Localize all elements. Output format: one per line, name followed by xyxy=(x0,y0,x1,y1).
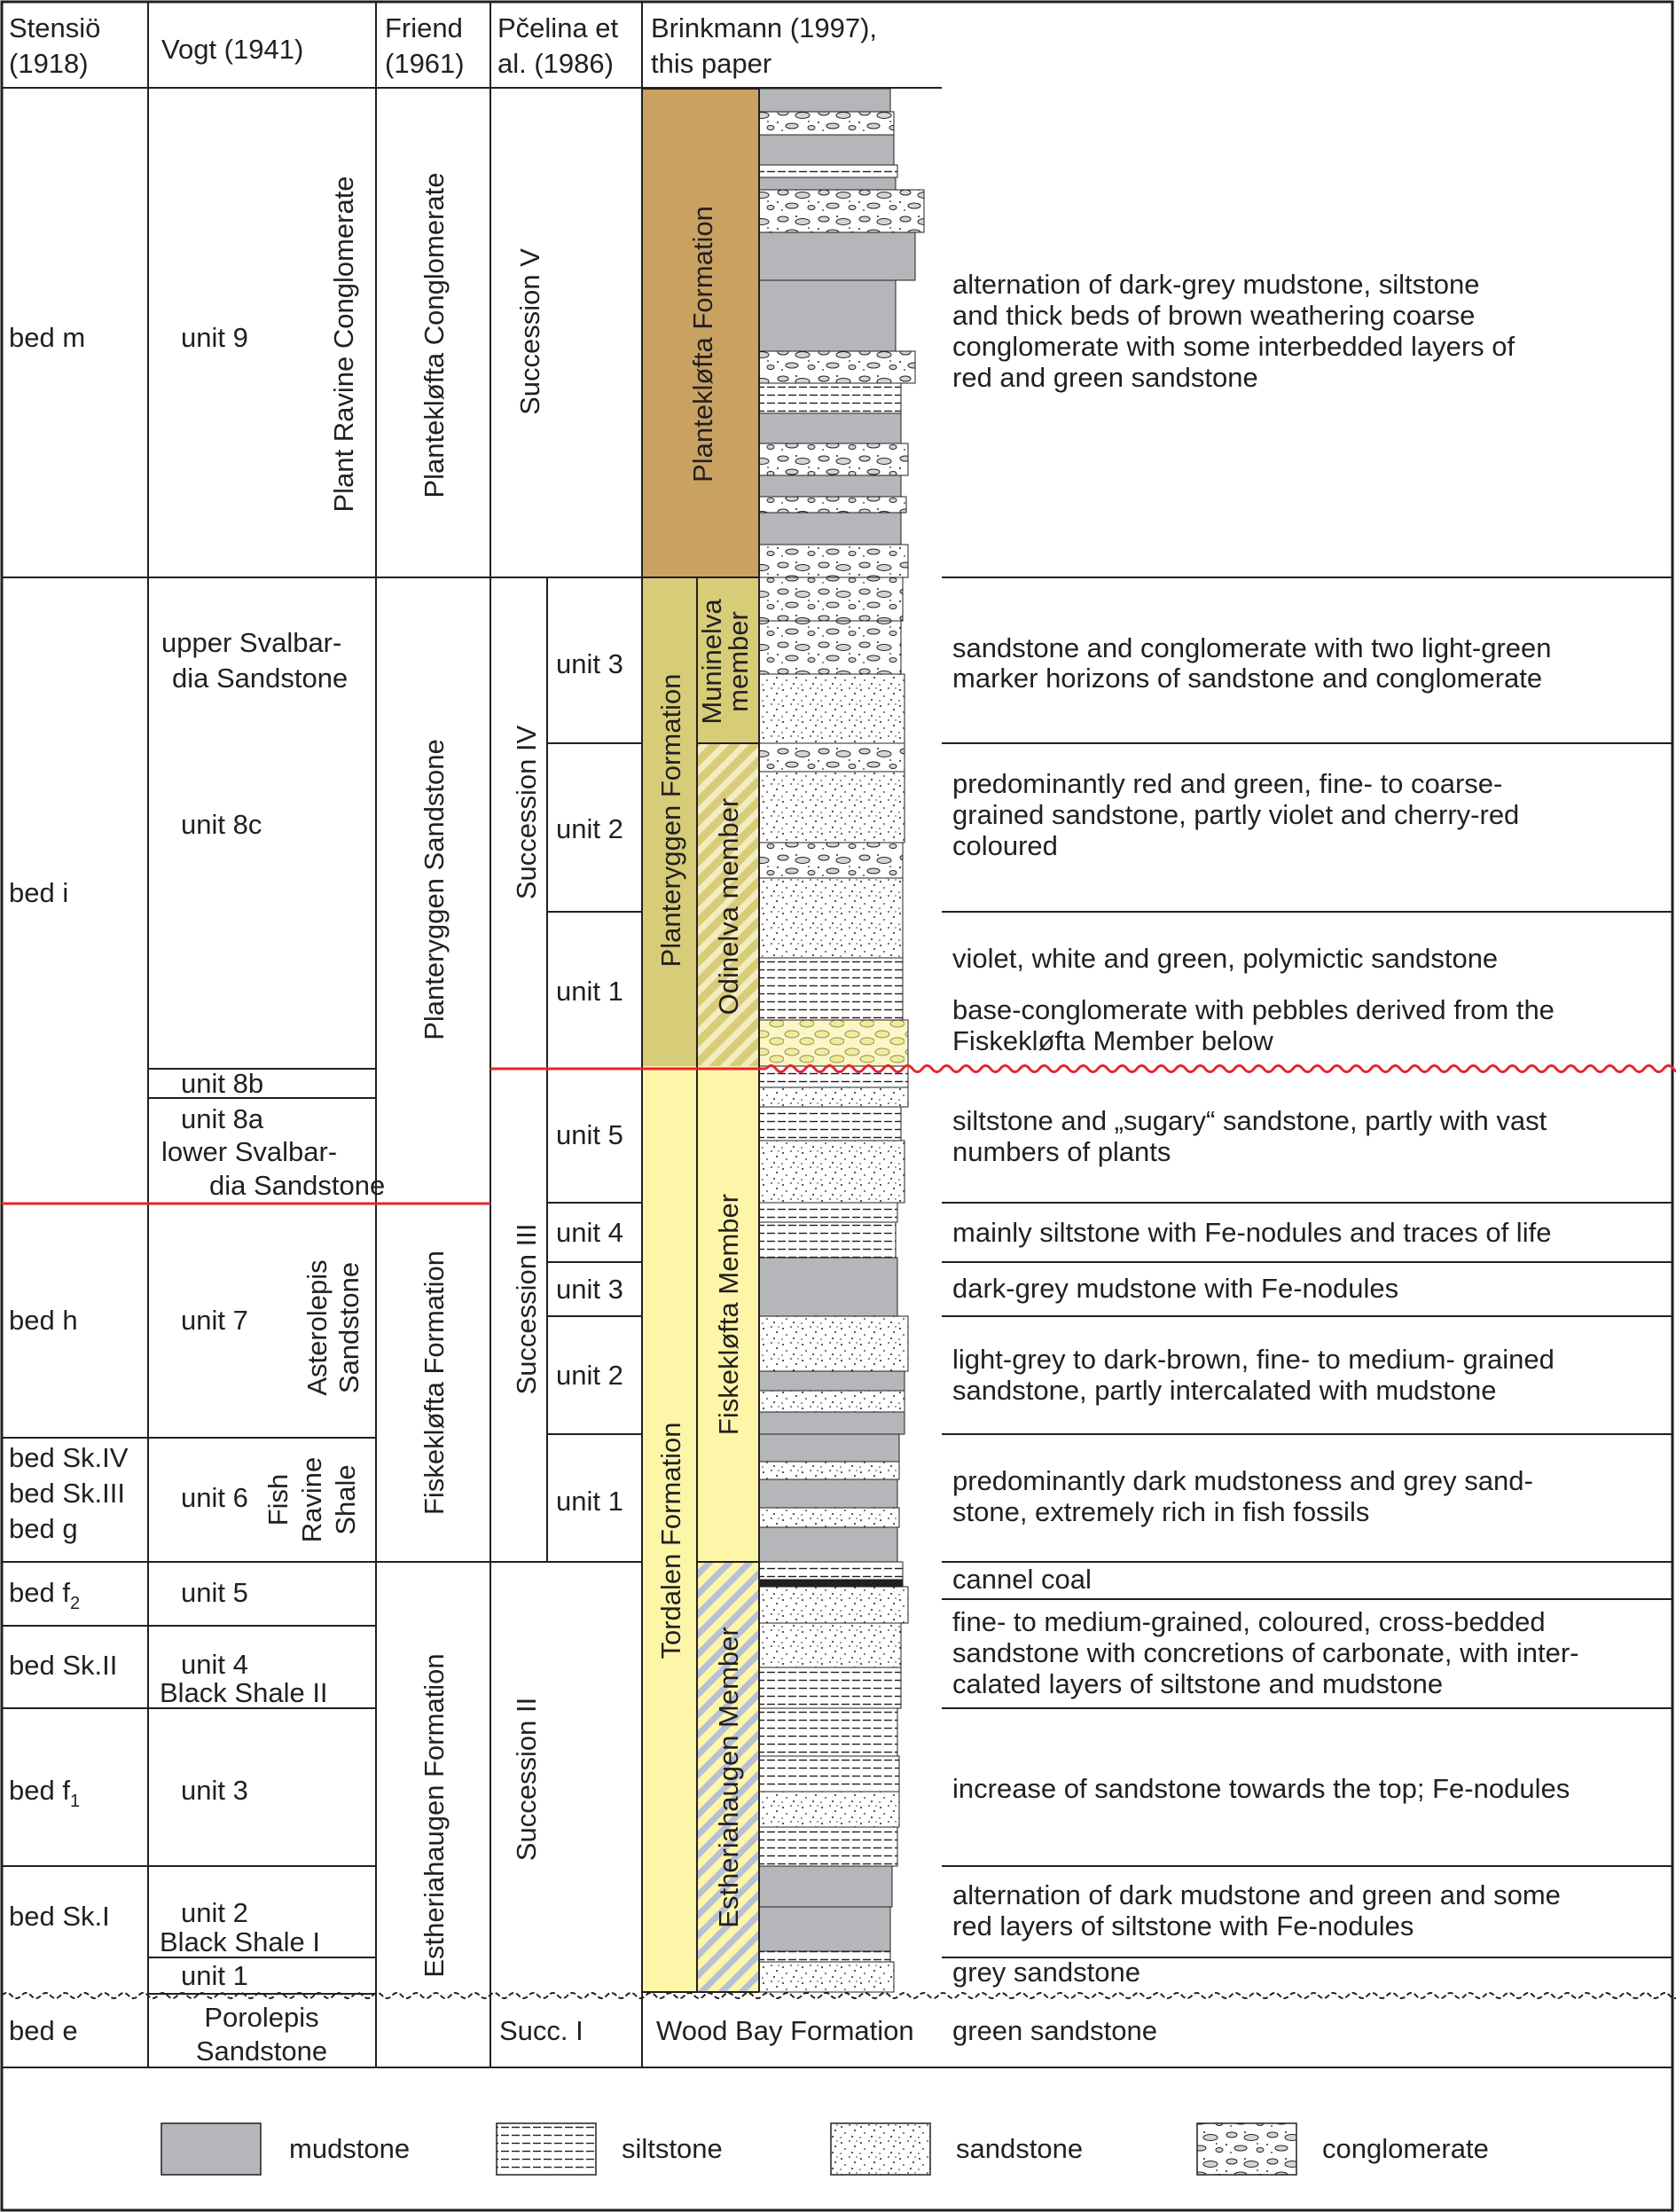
lithology-layer xyxy=(759,1107,901,1141)
desc-12-line3: calated layers of siltstone and mudstone xyxy=(952,1668,1444,1699)
brinkmann-muninelva-1: Muninelva xyxy=(696,599,727,725)
vogt-asterolepis-1: Asterolepis xyxy=(302,1259,333,1396)
lithology-layer xyxy=(759,443,908,475)
desc-11: cannel coal xyxy=(952,1564,1092,1595)
pcelina-s4-unit1: unit 1 xyxy=(556,976,623,1007)
lithology-layer xyxy=(759,1866,892,1907)
bed-f2: bed $f_2$ xyxy=(9,1577,81,1613)
vogt-unit6: unit 6 xyxy=(181,1482,248,1513)
desc-9-line2: sandstone, partly intercalated with mudstone xyxy=(952,1375,1497,1406)
vogt-unit3: unit 3 xyxy=(181,1775,248,1806)
pcelina-s3-unit1: unit 1 xyxy=(556,1486,623,1517)
lithology-layer xyxy=(759,89,890,112)
lithology-layer xyxy=(759,1527,897,1562)
lithology-layer xyxy=(759,545,908,577)
legend-sandstone-swatch xyxy=(831,2123,930,2175)
desc-15: grey sandstone xyxy=(952,1957,1140,1988)
lithology-layer xyxy=(759,674,905,743)
lithology-layer xyxy=(759,190,924,232)
legend-sandstone-label: sandstone xyxy=(956,2133,1084,2164)
vogt-unit4: unit 4 xyxy=(181,1649,248,1680)
lithology-layer xyxy=(759,1434,899,1462)
header-brinkmann-line1: Brinkmann (1997), xyxy=(651,12,878,43)
desc-1-line3: conglomerate with some interbedded layers of xyxy=(952,331,1515,362)
vogt-lower-svalbardia-2: dia Sandstone xyxy=(209,1170,386,1201)
pcelina-s3-unit2: unit 2 xyxy=(556,1360,623,1391)
desc-6-line1: siltstone and „sugary“ sandstone, partly with vast xyxy=(952,1105,1547,1136)
lithology-layer xyxy=(759,772,905,843)
bed-sk1: bed Sk.I xyxy=(9,1901,110,1932)
pcelina-succ1: Succ. I xyxy=(499,2015,583,2046)
pcelina-s4-unit2: unit 2 xyxy=(556,813,623,844)
desc-4: violet, white and green, polymictic sandstone xyxy=(952,943,1499,974)
header-stensio-line2: (1918) xyxy=(9,48,89,79)
vogt-black-shale2: Black Shale II xyxy=(160,1677,328,1708)
header-brinkmann-line2: this paper xyxy=(651,48,772,79)
header-friend-line2: (1961) xyxy=(385,48,465,79)
lithology-layer xyxy=(759,1580,903,1587)
desc-1-line2: and thick beds of brown weathering coarse xyxy=(952,300,1476,331)
legend-siltstone-label: siltstone xyxy=(622,2133,723,2164)
lithology-layer xyxy=(759,1316,908,1371)
lithology-layer xyxy=(759,1587,908,1623)
lithology-layer xyxy=(759,1371,905,1391)
lithology-layer xyxy=(759,1412,905,1434)
bed-h: bed h xyxy=(9,1305,78,1336)
lithology-layer xyxy=(759,1962,894,1992)
lithology-layer xyxy=(759,878,903,958)
friend-fiskekloefta-formation: Fiskekløfta Formation xyxy=(419,1250,450,1516)
lithology-layer xyxy=(759,1756,899,1792)
desc-6-line2: numbers of plants xyxy=(952,1136,1171,1167)
legend-siltstone-swatch xyxy=(497,2123,596,2175)
bed-i: bed i xyxy=(9,877,69,908)
vogt-upper-svalbardia-1: upper Svalbar- xyxy=(161,627,342,658)
desc-2-line2: marker horizons of sandstone and conglomerate xyxy=(952,663,1543,694)
lithology-layer xyxy=(759,958,903,1020)
friend-planteryggen-sandstone: Planteryggen Sandstone xyxy=(419,739,450,1040)
vogt-unit9: unit 9 xyxy=(181,322,248,353)
desc-14-line1: alternation of dark mudstone and green and some xyxy=(952,1879,1561,1910)
brinkmann-muninelva-2: member xyxy=(723,611,754,712)
desc-1-line1: alternation of dark-grey mudstone, siltstone xyxy=(952,269,1480,300)
friend-estheriahaugen-formation: Estheriahaugen Formation xyxy=(419,1653,450,1978)
desc-14-line2: red layers of siltstone with Fe-nodules xyxy=(952,1910,1414,1941)
pcelina-succession2: Succession II xyxy=(511,1697,542,1862)
vogt-fish-ravine-2: Ravine xyxy=(296,1456,327,1543)
lithology-layer xyxy=(759,1792,899,1827)
lithology-layer xyxy=(759,1508,899,1527)
vogt-porolepis-1: Porolepis xyxy=(204,2002,319,2033)
legend-mudstone-label: mudstone xyxy=(289,2133,411,2164)
vogt-plant-ravine: Plant Ravine Conglomerate xyxy=(328,176,359,513)
desc-7: mainly siltstone with Fe-nodules and traces of life xyxy=(952,1217,1552,1248)
desc-16: green sandstone xyxy=(952,2015,1157,2046)
desc-2-line1: sandstone and conglomerate with two light-green xyxy=(952,632,1552,663)
lithology-column xyxy=(759,89,924,1992)
lithology-layer xyxy=(759,413,901,443)
lithology-layer xyxy=(759,1827,897,1866)
lithology-layer xyxy=(759,843,903,878)
bed-m: bed m xyxy=(9,322,86,353)
lithology-layer xyxy=(759,497,906,513)
desc-12-line2: sandstone with concretions of carbonate, with inter- xyxy=(952,1637,1579,1668)
bed-f1: bed $f_1$ xyxy=(9,1775,81,1811)
brinkmann-wood-bay-formation: Wood Bay Formation xyxy=(656,2015,914,2046)
lithology-layer xyxy=(759,577,903,621)
legend xyxy=(161,2123,1489,2175)
vogt-black-shale1: Black Shale I xyxy=(160,1926,320,1957)
lithology-layer xyxy=(759,1708,897,1756)
desc-10-line1: predominantly dark mudstoness and grey sand- xyxy=(952,1465,1533,1496)
vogt-unit7: unit 7 xyxy=(181,1305,248,1336)
lithology-layer xyxy=(759,351,915,383)
desc-3-line1: predominantly red and green, fine- to coarse- xyxy=(952,768,1503,799)
friend-plantekloefta-conglomerate: Plantekløfta Conglomerate xyxy=(419,172,450,498)
desc-1-line4: red and green sandstone xyxy=(952,362,1258,393)
desc-9-line1: light-grey to dark-brown, fine- to medium- grained xyxy=(952,1344,1555,1375)
pcelina-succession5: Succession V xyxy=(514,248,545,415)
lithology-layer xyxy=(759,177,896,190)
vogt-lower-svalbardia-1: lower Svalbar- xyxy=(161,1136,338,1167)
bed-g: bed g xyxy=(9,1513,78,1544)
brinkmann-plantekloefta-formation: Plantekløfta Formation xyxy=(687,206,718,482)
header-pcelina-line1: Pčelina et xyxy=(497,12,619,43)
desc-5-line2: Fiskekløfta Member below xyxy=(952,1025,1273,1056)
desc-10-line2: stone, extremely rich in fish fossils xyxy=(952,1496,1370,1527)
lithology-layer xyxy=(759,513,901,545)
header-pcelina-line2: al. (1986) xyxy=(497,48,614,79)
lithology-layer xyxy=(759,280,896,351)
lithology-layer xyxy=(759,135,894,165)
desc-8: dark-grey mudstone with Fe-nodules xyxy=(952,1273,1399,1304)
pcelina-succession3: Succession III xyxy=(511,1223,542,1395)
desc-12-line1: fine- to medium-grained, coloured, cross-bedded xyxy=(952,1606,1546,1637)
vogt-asterolepis-2: Sandstone xyxy=(333,1261,364,1394)
lithology-layer xyxy=(759,232,915,280)
bed-e: bed e xyxy=(9,2015,78,2046)
lithology-layer xyxy=(759,165,897,177)
pcelina-s3-unit5: unit 5 xyxy=(556,1119,623,1150)
lithology-layer xyxy=(759,1258,897,1316)
lithology-layer xyxy=(759,743,905,772)
brinkmann-planteryggen-formation: Planteryggen Formation xyxy=(655,673,686,968)
desc-5-line1: base-conglomerate with pebbles derived from the xyxy=(952,994,1555,1025)
bed-sk2: bed Sk.II xyxy=(9,1650,118,1681)
lithology-layer xyxy=(759,1141,905,1203)
pcelina-s3-unit4: unit 4 xyxy=(556,1217,623,1248)
lithology-layer xyxy=(759,1020,908,1066)
vogt-upper-svalbardia-2: dia Sandstone xyxy=(172,663,349,694)
lithology-layer xyxy=(759,1203,897,1222)
header-friend-line1: Friend xyxy=(385,12,463,43)
lithology-layer xyxy=(759,1222,896,1258)
desc-3-line3: coloured xyxy=(952,830,1058,861)
vogt-fish-ravine-3: Shale xyxy=(330,1464,361,1535)
lithology-layer xyxy=(759,1907,890,1951)
desc-13: increase of sandstone towards the top; Fe-nodules xyxy=(952,1773,1570,1804)
brinkmann-tordalen-formation: Tordalen Formation xyxy=(655,1422,686,1659)
brinkmann-fiskekloefta-member: Fiskekløfta Member xyxy=(713,1193,744,1436)
vogt-unit8b: unit 8b xyxy=(181,1068,264,1099)
pcelina-s3-unit3: unit 3 xyxy=(556,1274,623,1305)
lithology-layer xyxy=(759,475,901,497)
lithology-layer xyxy=(759,1623,901,1667)
lithology-layer xyxy=(759,1462,899,1479)
lithology-layer xyxy=(759,1667,901,1708)
lithology-layer xyxy=(759,112,894,135)
lithology-layer xyxy=(759,1087,908,1107)
lithology-layer xyxy=(759,621,901,674)
vogt-unit8a: unit 8a xyxy=(181,1103,264,1134)
vogt-porolepis-2: Sandstone xyxy=(195,2036,328,2067)
bed-sk3: bed Sk.III xyxy=(9,1478,125,1509)
desc-3-line2: grained sandstone, partly violet and cherry-red xyxy=(952,799,1520,830)
lithology-layer xyxy=(759,1951,890,1962)
vogt-unit2: unit 2 xyxy=(181,1897,248,1928)
header-stensio-line1: Stensiö xyxy=(9,12,101,43)
legend-conglomerate-swatch xyxy=(1197,2123,1296,2175)
vogt-unit8c: unit 8c xyxy=(181,809,262,840)
lithology-layer xyxy=(759,383,901,413)
lithology-layer xyxy=(759,1391,905,1412)
pcelina-succession4: Succession IV xyxy=(511,725,542,900)
brinkmann-estheriahaugen-member: Estheriahaugen Member xyxy=(713,1627,744,1928)
pcelina-s4-unit3: unit 3 xyxy=(556,648,623,679)
vogt-unit5: unit 5 xyxy=(181,1577,248,1608)
header-vogt: Vogt (1941) xyxy=(161,34,304,65)
bed-sk4: bed Sk.IV xyxy=(9,1442,129,1473)
vogt-unit1: unit 1 xyxy=(181,1960,248,1991)
legend-conglomerate-label: conglomerate xyxy=(1322,2133,1489,2164)
brinkmann-odinelva-member: Odinelva member xyxy=(713,797,744,1016)
legend-mudstone-swatch xyxy=(161,2123,261,2175)
lithology-layer xyxy=(759,1562,903,1580)
lithology-layer xyxy=(759,1479,897,1508)
vogt-fish-ravine-1: Fish xyxy=(262,1473,294,1526)
